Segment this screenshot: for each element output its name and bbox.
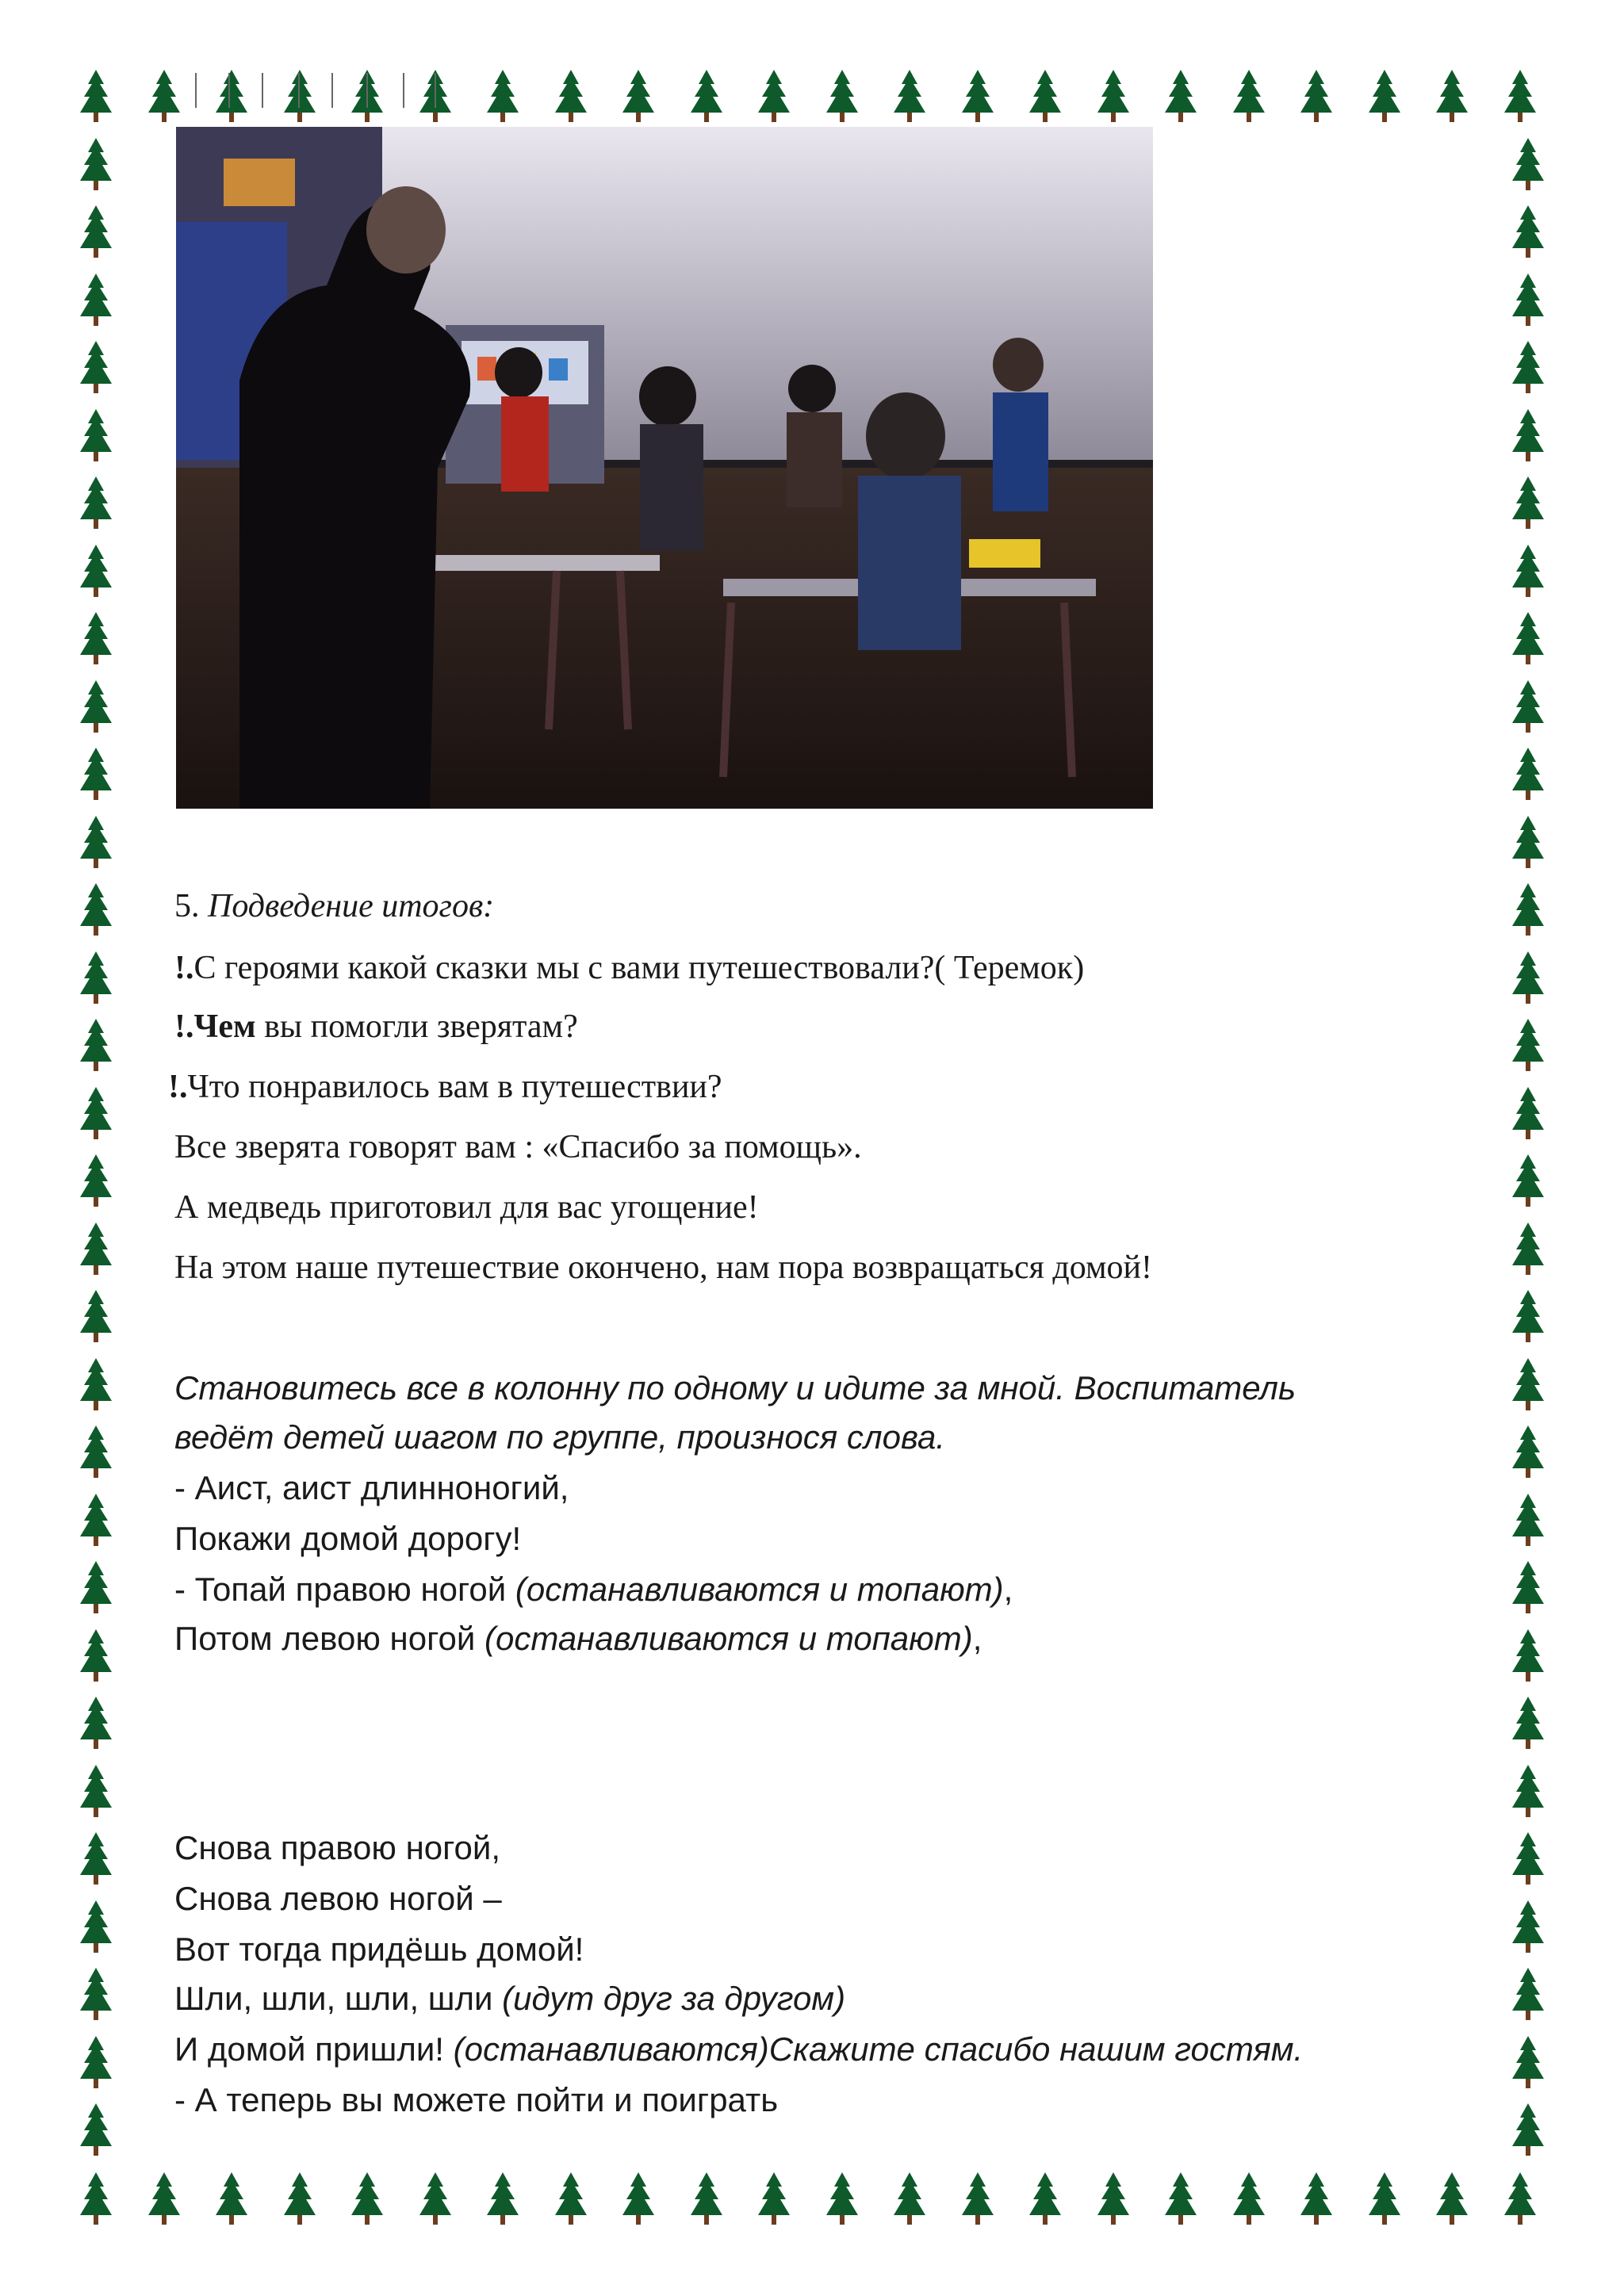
fir-tree-icon (78, 1424, 114, 1481)
fir-tree-icon (1510, 408, 1546, 465)
question-line-1 (174, 951, 1084, 985)
fir-tree-icon (1510, 746, 1546, 803)
verse-line: Покажи домой дорогу! (174, 1520, 522, 1557)
divider-tick (403, 73, 404, 108)
fir-tree-icon (78, 1085, 114, 1142)
fir-tree-icon (78, 2034, 114, 2091)
fir-tree-icon (485, 68, 521, 125)
fir-tree-icon (1510, 1966, 1546, 2023)
fir-tree-icon (1366, 68, 1403, 125)
verse-punct: , (1003, 1571, 1013, 1608)
fir-tree-icon (959, 68, 996, 125)
verse-text: - Топай правою ногой (174, 1571, 515, 1608)
fir-tree-icon (78, 136, 114, 193)
question-text: Что понравилось вам в путешествии? (187, 1069, 722, 1105)
fir-tree-icon (1162, 2171, 1199, 2228)
verse-line (174, 1982, 845, 2015)
fir-tree-icon (1510, 136, 1546, 193)
fir-tree-icon (78, 1628, 114, 1685)
fir-tree-icon (78, 1017, 114, 1074)
fir-tree-icon (553, 2171, 589, 2228)
verse-line: Снова правою ногой, (174, 1829, 501, 1866)
fir-tree-icon (1298, 68, 1335, 125)
section-number: 5. (174, 888, 200, 924)
fir-tree-icon (1510, 1559, 1546, 1617)
fir-tree-icon (756, 2171, 792, 2228)
fir-tree-icon (1510, 1695, 1546, 1752)
fir-tree-icon (78, 610, 114, 668)
fir-tree-icon (1434, 2171, 1470, 2228)
fir-tree-icon (78, 1492, 114, 1549)
fir-tree-icon (213, 2171, 250, 2228)
question-line-2 (174, 1010, 578, 1043)
fir-tree-icon (78, 814, 114, 871)
game-intro-line: ведёт детей шагом по группе, произнося слова. (174, 1418, 945, 1456)
fir-tree-icon (1510, 1831, 1546, 1888)
section-heading (174, 890, 494, 923)
fir-tree-icon (1510, 882, 1546, 939)
divider-tick (331, 73, 333, 108)
fir-tree-icon (485, 2171, 521, 2228)
fir-tree-icon (78, 1559, 114, 1617)
verse-line (174, 1622, 982, 1655)
fir-tree-icon (78, 950, 114, 1007)
stage-direction: (останавливаются и топают) (515, 1571, 1004, 1608)
fir-tree-icon (1510, 1357, 1546, 1414)
fir-tree-icon (78, 543, 114, 600)
fir-tree-icon (756, 68, 792, 125)
fir-tree-icon (1298, 2171, 1335, 2228)
fir-tree-icon (824, 2171, 860, 2228)
fir-tree-icon (1510, 475, 1546, 532)
fir-tree-icon (1510, 2034, 1546, 2091)
fir-tree-icon (1027, 68, 1063, 125)
verse-text: Шли, шли, шли, шли (174, 1980, 503, 2017)
fir-tree-icon (282, 68, 318, 125)
fir-tree-icon (959, 2171, 996, 2228)
verse-text: И домой пришли! (174, 2030, 454, 2068)
fir-tree-icon (1502, 2171, 1538, 2228)
question-text: вы помогли зверятам? (255, 1008, 578, 1045)
fir-tree-icon (891, 2171, 928, 2228)
fir-tree-icon (213, 68, 250, 125)
fir-tree-icon (146, 2171, 182, 2228)
fir-tree-icon (146, 68, 182, 125)
fir-tree-icon (282, 2171, 318, 2228)
fir-tree-icon (1510, 2102, 1546, 2159)
fir-tree-icon (78, 1288, 114, 1345)
fir-tree-icon (553, 68, 589, 125)
fir-tree-icon (1510, 204, 1546, 261)
fir-tree-icon (1510, 1085, 1546, 1142)
fir-tree-icon (78, 204, 114, 261)
stage-direction: (идут друг за другом) (502, 1980, 846, 2017)
bold-word: Чем (193, 1008, 256, 1045)
fir-tree-icon (1510, 814, 1546, 871)
verse-punct: , (972, 1620, 982, 1657)
fir-tree-icon (78, 746, 114, 803)
divider-tick (228, 73, 230, 108)
fir-tree-icon (688, 68, 725, 125)
divider-tick (195, 73, 197, 108)
fir-tree-icon (78, 882, 114, 939)
verse-line: - А теперь вы можете пойти и поиграть (174, 2081, 779, 2118)
fir-tree-icon (1510, 1763, 1546, 1820)
question-text: С героями какой сказки мы с вами путешествовали?( Теремок) (193, 950, 1085, 986)
section-title: Подведение итогов: (208, 888, 495, 924)
fir-tree-icon (78, 1763, 114, 1820)
fir-tree-icon (78, 2102, 114, 2159)
fir-tree-icon (1510, 1492, 1546, 1549)
fir-tree-icon (417, 2171, 454, 2228)
fir-tree-icon (1162, 68, 1199, 125)
fir-tree-icon (1502, 68, 1538, 125)
divider-tick (435, 73, 436, 108)
verse-line (174, 1573, 1013, 1606)
exclamation-mark: !. (174, 950, 194, 986)
fir-tree-icon (78, 1357, 114, 1414)
fir-tree-icon (1510, 1424, 1546, 1481)
fir-tree-icon (78, 68, 114, 125)
verse-line: - Аист, аист длинноногий, (174, 1469, 569, 1506)
fir-tree-icon (78, 475, 114, 532)
fir-tree-icon (78, 1221, 114, 1278)
fir-tree-icon (78, 408, 114, 465)
fir-tree-icon (891, 68, 928, 125)
fir-tree-icon (349, 2171, 385, 2228)
fir-tree-icon (1510, 1017, 1546, 1074)
classroom-photo (176, 127, 1153, 809)
divider-tick (366, 73, 368, 108)
stage-direction: (останавливаются)Скажите спасибо нашим гостям. (453, 2030, 1304, 2068)
divider-tick (262, 73, 263, 108)
fir-tree-icon (78, 679, 114, 736)
fir-tree-icon (620, 68, 657, 125)
game-intro-line: Становитесь все в колонну по одному и идите за мной. Воспитатель (174, 1369, 1297, 1406)
fir-tree-icon (1510, 272, 1546, 329)
fir-tree-icon (78, 1966, 114, 2023)
text-line: На этом наше путешествие окончено, нам пора возвращаться домой! (174, 1249, 1153, 1286)
fir-tree-icon (78, 1831, 114, 1888)
verse-line: Вот тогда придёшь домой! (174, 1931, 584, 1968)
fir-tree-icon (1095, 68, 1132, 125)
verse-line (174, 2030, 1304, 2068)
fir-tree-icon (1510, 610, 1546, 668)
fir-tree-icon (620, 2171, 657, 2228)
fir-tree-icon (78, 1899, 114, 1956)
fir-tree-icon (1510, 1221, 1546, 1278)
fir-tree-icon (688, 2171, 725, 2228)
fir-tree-icon (1510, 1288, 1546, 1345)
fir-tree-icon (1510, 1899, 1546, 1956)
fir-tree-icon (1510, 1153, 1546, 1210)
text-line: А медведь приготовил для вас угощение! (174, 1189, 759, 1226)
fir-tree-icon (1510, 679, 1546, 736)
divider-tick (298, 73, 300, 108)
fir-tree-icon (1027, 2171, 1063, 2228)
fir-tree-icon (1231, 68, 1267, 125)
verse-line: Снова левою ногой – (174, 1880, 502, 1917)
fir-tree-icon (1366, 2171, 1403, 2228)
fir-tree-icon (1095, 2171, 1132, 2228)
fir-tree-icon (1434, 68, 1470, 125)
question-line-3 (168, 1070, 722, 1104)
fir-tree-icon (1510, 1628, 1546, 1685)
fir-tree-icon (78, 1153, 114, 1210)
stage-direction: (останавливаются и топают) (484, 1620, 973, 1657)
exclamation-mark: !. (174, 1008, 194, 1045)
fir-tree-icon (78, 339, 114, 396)
fir-tree-icon (78, 272, 114, 329)
fir-tree-icon (1510, 950, 1546, 1007)
fir-tree-icon (824, 68, 860, 125)
verse-text: Потом левою ногой (174, 1620, 485, 1657)
fir-tree-icon (1510, 543, 1546, 600)
fir-tree-icon (1231, 2171, 1267, 2228)
text-line: Все зверята говорят вам : «Спасибо за помощь». (174, 1129, 862, 1165)
fir-tree-icon (78, 2171, 114, 2228)
exclamation-mark: !. (168, 1069, 188, 1105)
fir-tree-icon (78, 1695, 114, 1752)
fir-tree-icon (1510, 339, 1546, 396)
